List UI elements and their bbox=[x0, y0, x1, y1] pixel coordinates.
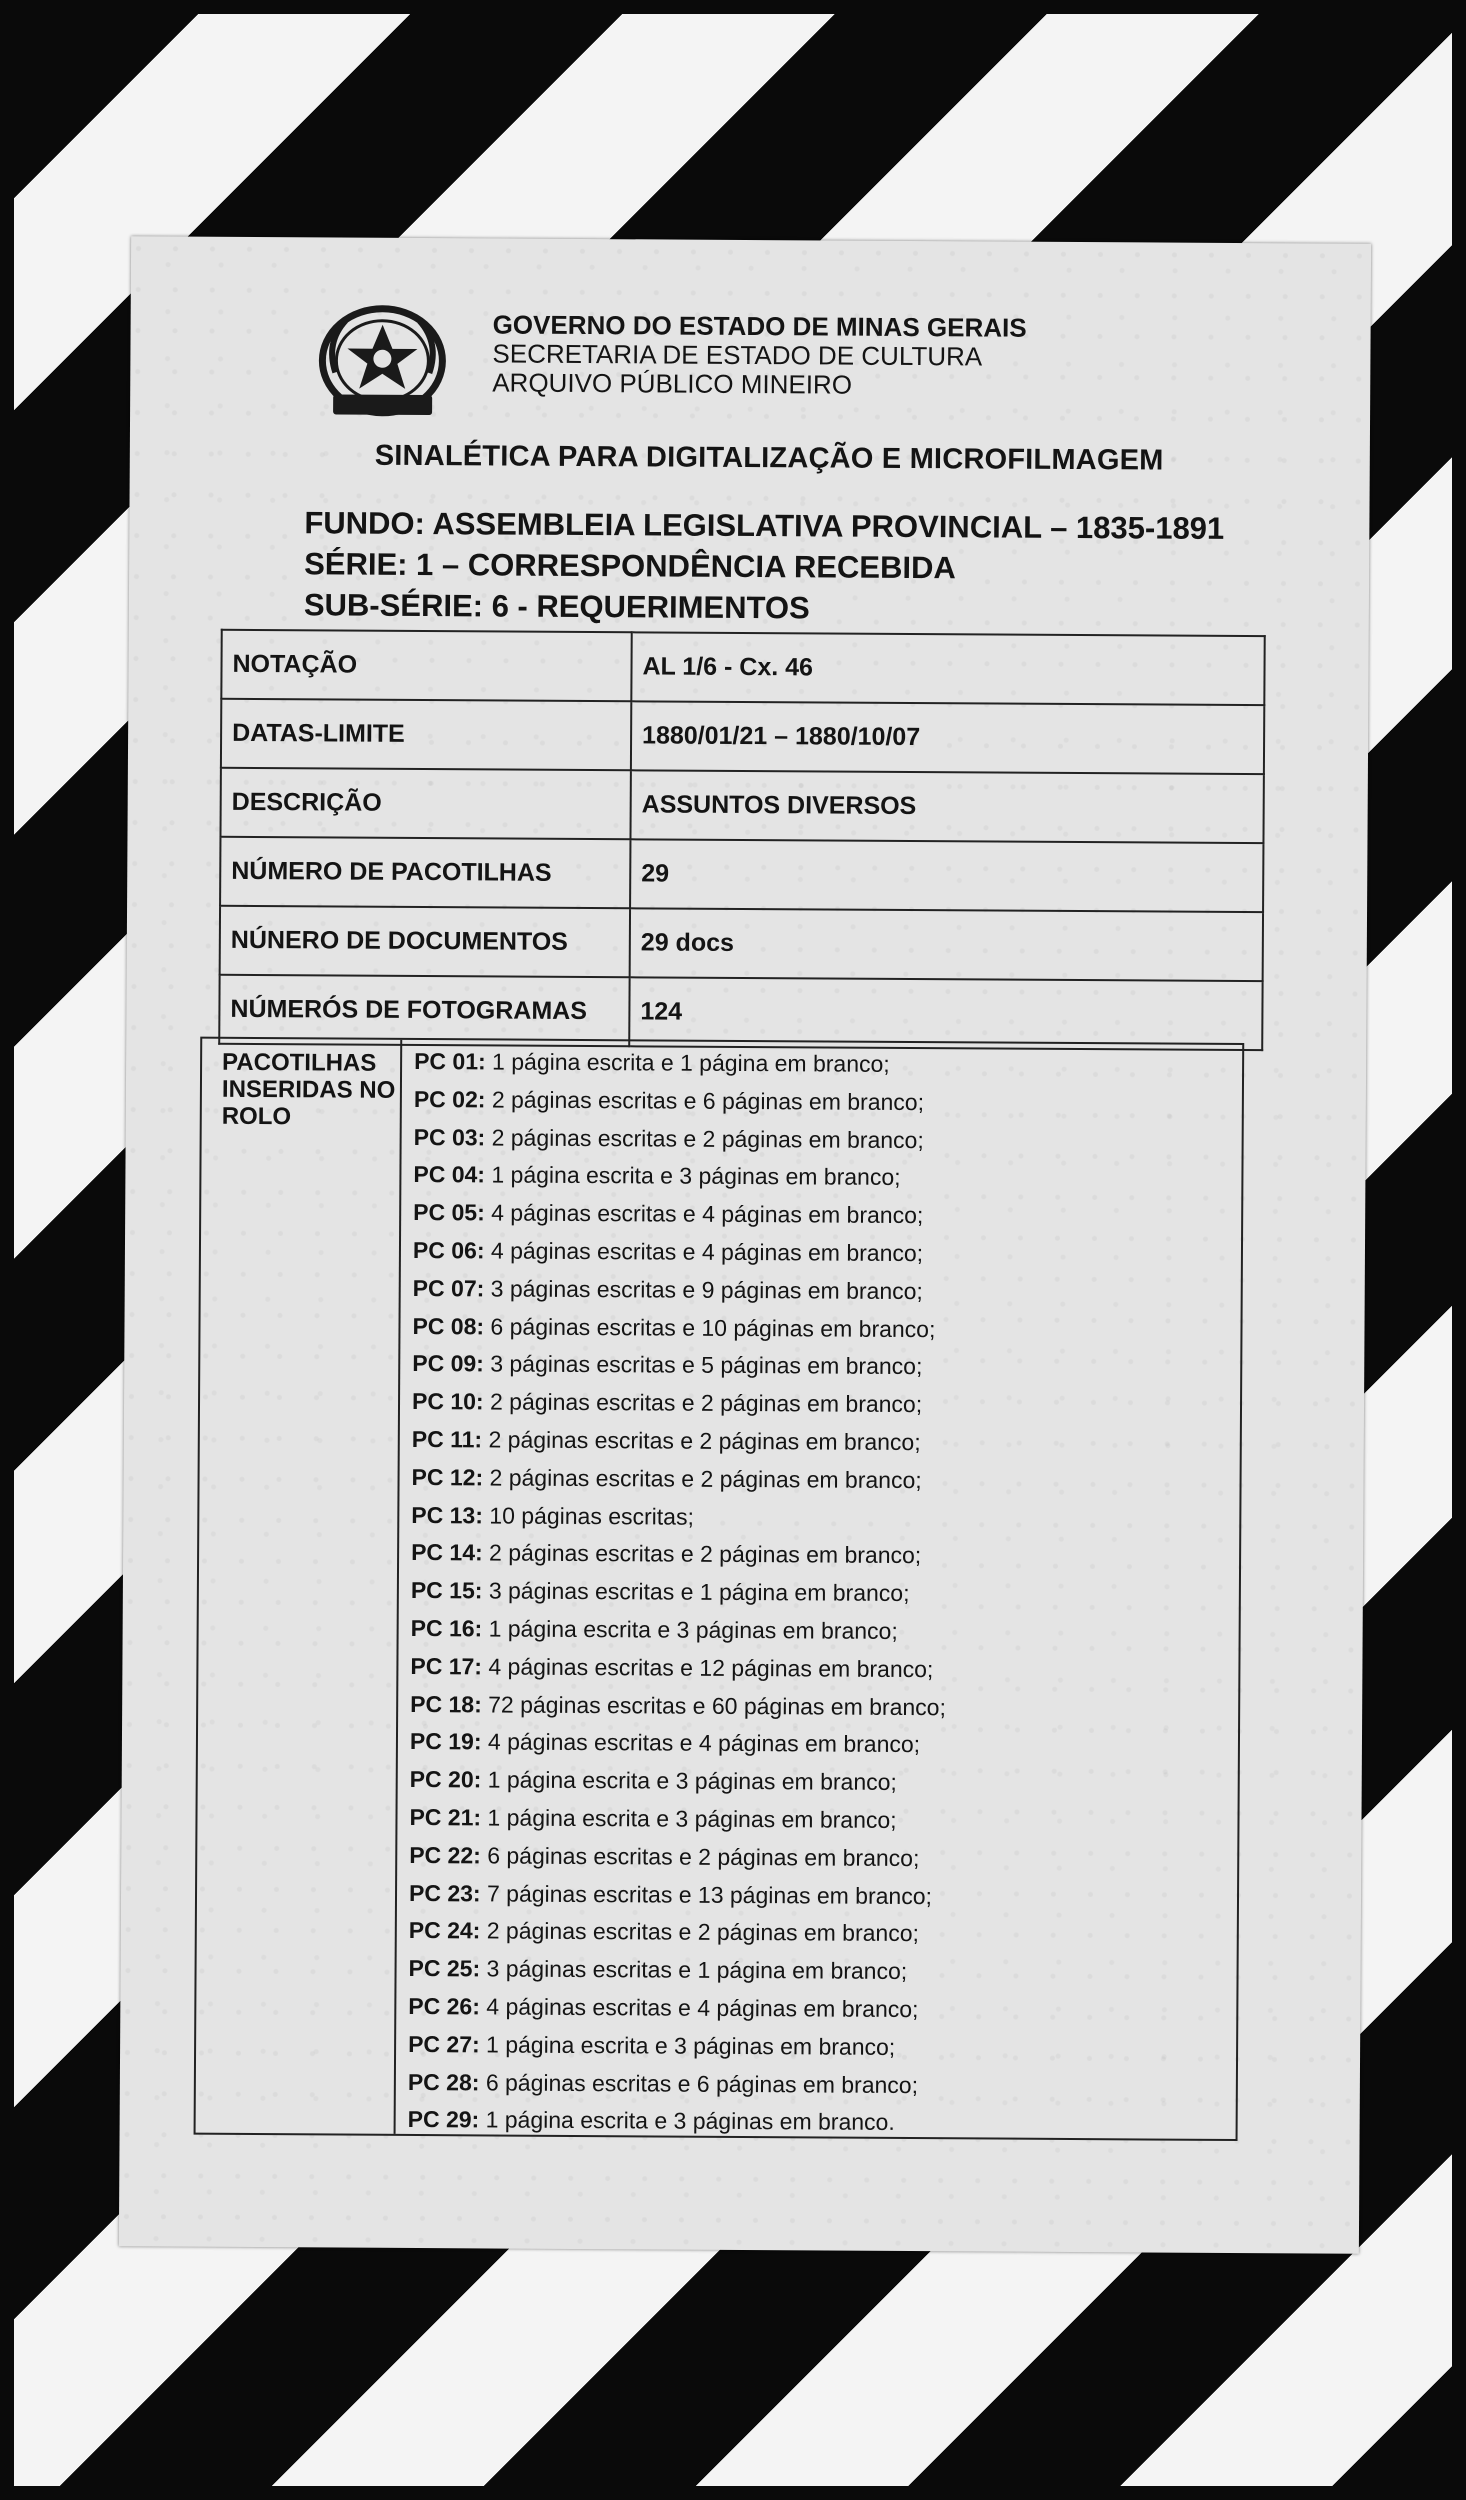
pacotilha-code: PC 20: bbox=[409, 1766, 482, 1793]
table-row bbox=[220, 837, 1263, 912]
list-item bbox=[410, 1761, 946, 1802]
numero-documentos-value: 29 docs bbox=[630, 908, 1263, 981]
pacotilha-description: 3 páginas escritas e 9 páginas em branco; bbox=[490, 1275, 923, 1304]
pacotilhas-table bbox=[194, 1037, 1245, 2141]
list-item bbox=[413, 1156, 949, 1197]
government-line: GOVERNO DO ESTADO DE MINAS GERAIS bbox=[492, 309, 1027, 343]
pacotilha-code: PC 05: bbox=[413, 1199, 485, 1226]
descricao-value: ASSUNTOS DIVERSOS bbox=[630, 770, 1263, 843]
pacotilha-description: 2 páginas escritas e 2 páginas em branco; bbox=[489, 1464, 922, 1493]
pacotilha-description: 3 páginas escritas e 1 página em branco; bbox=[486, 1955, 908, 1985]
pacotilha-code: PC 14: bbox=[411, 1539, 483, 1566]
pacotilha-description: 1 página escrita e 3 páginas em branco; bbox=[486, 2031, 896, 2060]
pacotilha-description: 1 página escrita e 3 páginas em branco. bbox=[485, 2106, 895, 2136]
document-card bbox=[119, 236, 1371, 2254]
pacotilha-description: 4 páginas escritas e 4 páginas em branco; bbox=[491, 1199, 924, 1229]
pacotilha-description: 6 páginas escritas e 6 páginas em branco; bbox=[485, 2068, 919, 2098]
pacotilha-code: PC 26: bbox=[408, 1992, 481, 2020]
list-item bbox=[413, 1232, 949, 1273]
pacotilha-code: PC 02: bbox=[413, 1085, 486, 1113]
list-item bbox=[410, 1648, 946, 1689]
descricao-label: DESCRIÇÃO bbox=[220, 768, 630, 840]
pacotilha-description: 3 páginas escritas e 1 página em branco; bbox=[488, 1577, 910, 1607]
list-item bbox=[410, 1686, 946, 1727]
list-item bbox=[414, 1119, 950, 1160]
list-item bbox=[413, 1270, 949, 1311]
pacotilha-code: PC 22: bbox=[409, 1841, 481, 1869]
pacotilha-description: 4 páginas escritas e 4 páginas em branco; bbox=[486, 1993, 919, 2022]
pacotilhas-label bbox=[196, 1039, 403, 2134]
pacotilha-code: PC 03: bbox=[413, 1123, 486, 1151]
pacotilha-code: PC 27: bbox=[408, 2030, 480, 2058]
list-item bbox=[408, 2026, 944, 2067]
pacotilha-code: PC 15: bbox=[410, 1577, 483, 1604]
table-row bbox=[220, 768, 1263, 843]
list-item bbox=[409, 1874, 945, 1915]
numero-pacotilhas-value: 29 bbox=[630, 839, 1263, 912]
table-row bbox=[221, 699, 1264, 774]
pacotilha-description: 6 páginas escritas e 2 páginas em branco; bbox=[487, 1842, 920, 1871]
archive-line: ARQUIVO PÚBLICO MINEIRO bbox=[492, 367, 853, 400]
pacotilha-code: PC 28: bbox=[407, 2068, 480, 2095]
pacotilha-code: PC 23: bbox=[408, 1879, 481, 1906]
table-row bbox=[221, 630, 1264, 705]
datas-limite-value: 1880/01/21 – 1880/10/07 bbox=[631, 701, 1264, 774]
pacotilhas-list bbox=[408, 1043, 950, 2142]
pacotilha-description: 1 página escrita e 3 páginas em branco; bbox=[487, 1804, 897, 1833]
pacotilha-code: PC 13: bbox=[411, 1501, 484, 1528]
document-title: SINALÉTICA PARA DIGITALIZAÇÃO E MICROFILMAGEM bbox=[374, 439, 1164, 477]
notacao-value: AL 1/6 - Cx. 46 bbox=[631, 632, 1264, 705]
list-item bbox=[411, 1459, 947, 1500]
list-item bbox=[409, 1799, 945, 1840]
pacotilha-code: PC 21: bbox=[409, 1803, 482, 1831]
pacotilha-description: 1 página escrita e 1 página em branco; bbox=[492, 1048, 890, 1077]
info-table bbox=[218, 629, 1266, 1051]
pacotilha-code: PC 16: bbox=[410, 1614, 483, 1642]
pacotilha-description: 1 página escrita e 3 páginas em branco; bbox=[487, 1766, 897, 1796]
institution-header bbox=[492, 310, 1027, 400]
numero-fotogramas-label: NÚMERÓS DE FOTOGRAMAS bbox=[219, 975, 629, 1047]
list-item bbox=[412, 1421, 948, 1462]
list-item bbox=[412, 1345, 948, 1386]
list-item bbox=[411, 1572, 947, 1613]
pacotilha-code: PC 19: bbox=[409, 1728, 482, 1755]
pacotilha-description: 1 página escrita e 3 páginas em branco; bbox=[491, 1161, 901, 1191]
pacotilha-code: PC 01: bbox=[414, 1047, 486, 1075]
pacotilha-code: PC 04: bbox=[413, 1161, 486, 1188]
pacotilha-description: 3 páginas escritas e 5 páginas em branco; bbox=[490, 1350, 923, 1380]
list-item bbox=[414, 1081, 950, 1122]
list-item bbox=[411, 1610, 947, 1651]
minas-gerais-coat-of-arms-icon bbox=[315, 302, 451, 428]
pacotilha-code: PC 09: bbox=[412, 1350, 484, 1377]
list-item bbox=[408, 1988, 944, 2029]
list-item bbox=[408, 1950, 944, 1991]
datas-limite-label: DATAS-LIMITE bbox=[221, 699, 631, 771]
pacotilha-code: PC 18: bbox=[410, 1690, 482, 1717]
pacotilha-code: PC 25: bbox=[408, 1955, 481, 1982]
pacotilha-description: 6 páginas escritas e 10 páginas em branco; bbox=[490, 1313, 936, 1342]
list-item bbox=[413, 1194, 949, 1235]
pacotilha-description: 4 páginas escritas e 4 páginas em branco; bbox=[490, 1237, 924, 1267]
pacotilha-code: PC 29: bbox=[407, 2106, 480, 2133]
pacotilha-description: 2 páginas escritas e 2 páginas em branco; bbox=[489, 1539, 922, 1569]
list-item bbox=[412, 1308, 948, 1349]
fundo-line: FUNDO: ASSEMBLEIA LEGISLATIVA PROVINCIAL – 1835-1891 bbox=[304, 505, 1225, 546]
list-item bbox=[414, 1043, 950, 1084]
pacotilha-description: 2 páginas escritas e 2 páginas em branco; bbox=[491, 1124, 924, 1153]
list-item bbox=[411, 1497, 947, 1538]
pacotilha-description: 7 páginas escritas e 13 páginas em branco; bbox=[486, 1879, 933, 1909]
list-item bbox=[410, 1723, 946, 1764]
pacotilhas-label-line: ROLO bbox=[221, 1102, 292, 1131]
fonds-metadata bbox=[304, 502, 1225, 631]
pacotilha-code: PC 12: bbox=[411, 1463, 484, 1491]
numero-documentos-label: NÚNERO DE DOCUMENTOS bbox=[220, 906, 630, 978]
pacotilha-description: 10 páginas escritas; bbox=[489, 1502, 694, 1530]
list-item bbox=[412, 1383, 948, 1424]
pacotilha-code: PC 24: bbox=[408, 1917, 481, 1944]
pacotilha-description: 2 páginas escritas e 2 páginas em branco; bbox=[486, 1917, 920, 1947]
serie-line: SÉRIE: 1 – CORRESPONDÊNCIA RECEBIDA bbox=[304, 546, 956, 586]
pacotilha-code: PC 10: bbox=[411, 1388, 484, 1415]
pacotilha-description: 72 páginas escritas e 60 páginas em branco; bbox=[488, 1690, 946, 1720]
pacotilha-code: PC 07: bbox=[412, 1274, 485, 1302]
pacotilha-code: PC 06: bbox=[412, 1236, 485, 1264]
numero-fotogramas-value: 124 bbox=[629, 977, 1262, 1050]
pacotilha-description: 2 páginas escritas e 6 páginas em branco; bbox=[491, 1086, 925, 1115]
pacotilha-code: PC 08: bbox=[412, 1312, 485, 1339]
table-row bbox=[220, 906, 1263, 981]
pacotilha-description: 4 páginas escritas e 4 páginas em branco; bbox=[487, 1728, 921, 1758]
list-item bbox=[408, 2063, 944, 2104]
pacotilha-description: 1 página escrita e 3 páginas em branco; bbox=[488, 1615, 898, 1644]
pacotilha-description: 2 páginas escritas e 2 páginas em branco; bbox=[489, 1388, 923, 1418]
pacotilhas-label-line: INSERIDAS NO bbox=[221, 1075, 396, 1104]
pacotilha-code: PC 17: bbox=[410, 1652, 483, 1680]
notacao-label: NOTAÇÃO bbox=[221, 630, 631, 702]
pacotilha-description: 2 páginas escritas e 2 páginas em branco; bbox=[488, 1426, 921, 1456]
list-item bbox=[408, 2101, 944, 2142]
list-item bbox=[409, 1912, 945, 1953]
subserie-line: SUB-SÉRIE: 6 - REQUERIMENTOS bbox=[303, 587, 810, 626]
secretariat-line: SECRETARIA DE ESTADO DE CULTURA bbox=[492, 338, 983, 372]
pacotilha-code: PC 11: bbox=[411, 1425, 483, 1453]
pacotilha-description: 4 páginas escritas e 12 páginas em branco; bbox=[488, 1653, 934, 1682]
list-item bbox=[409, 1837, 945, 1878]
pacotilhas-label-line: PACOTILHAS bbox=[222, 1048, 377, 1077]
numero-pacotilhas-label: NÚMERO DE PACOTILHAS bbox=[220, 837, 630, 909]
list-item bbox=[411, 1534, 947, 1575]
